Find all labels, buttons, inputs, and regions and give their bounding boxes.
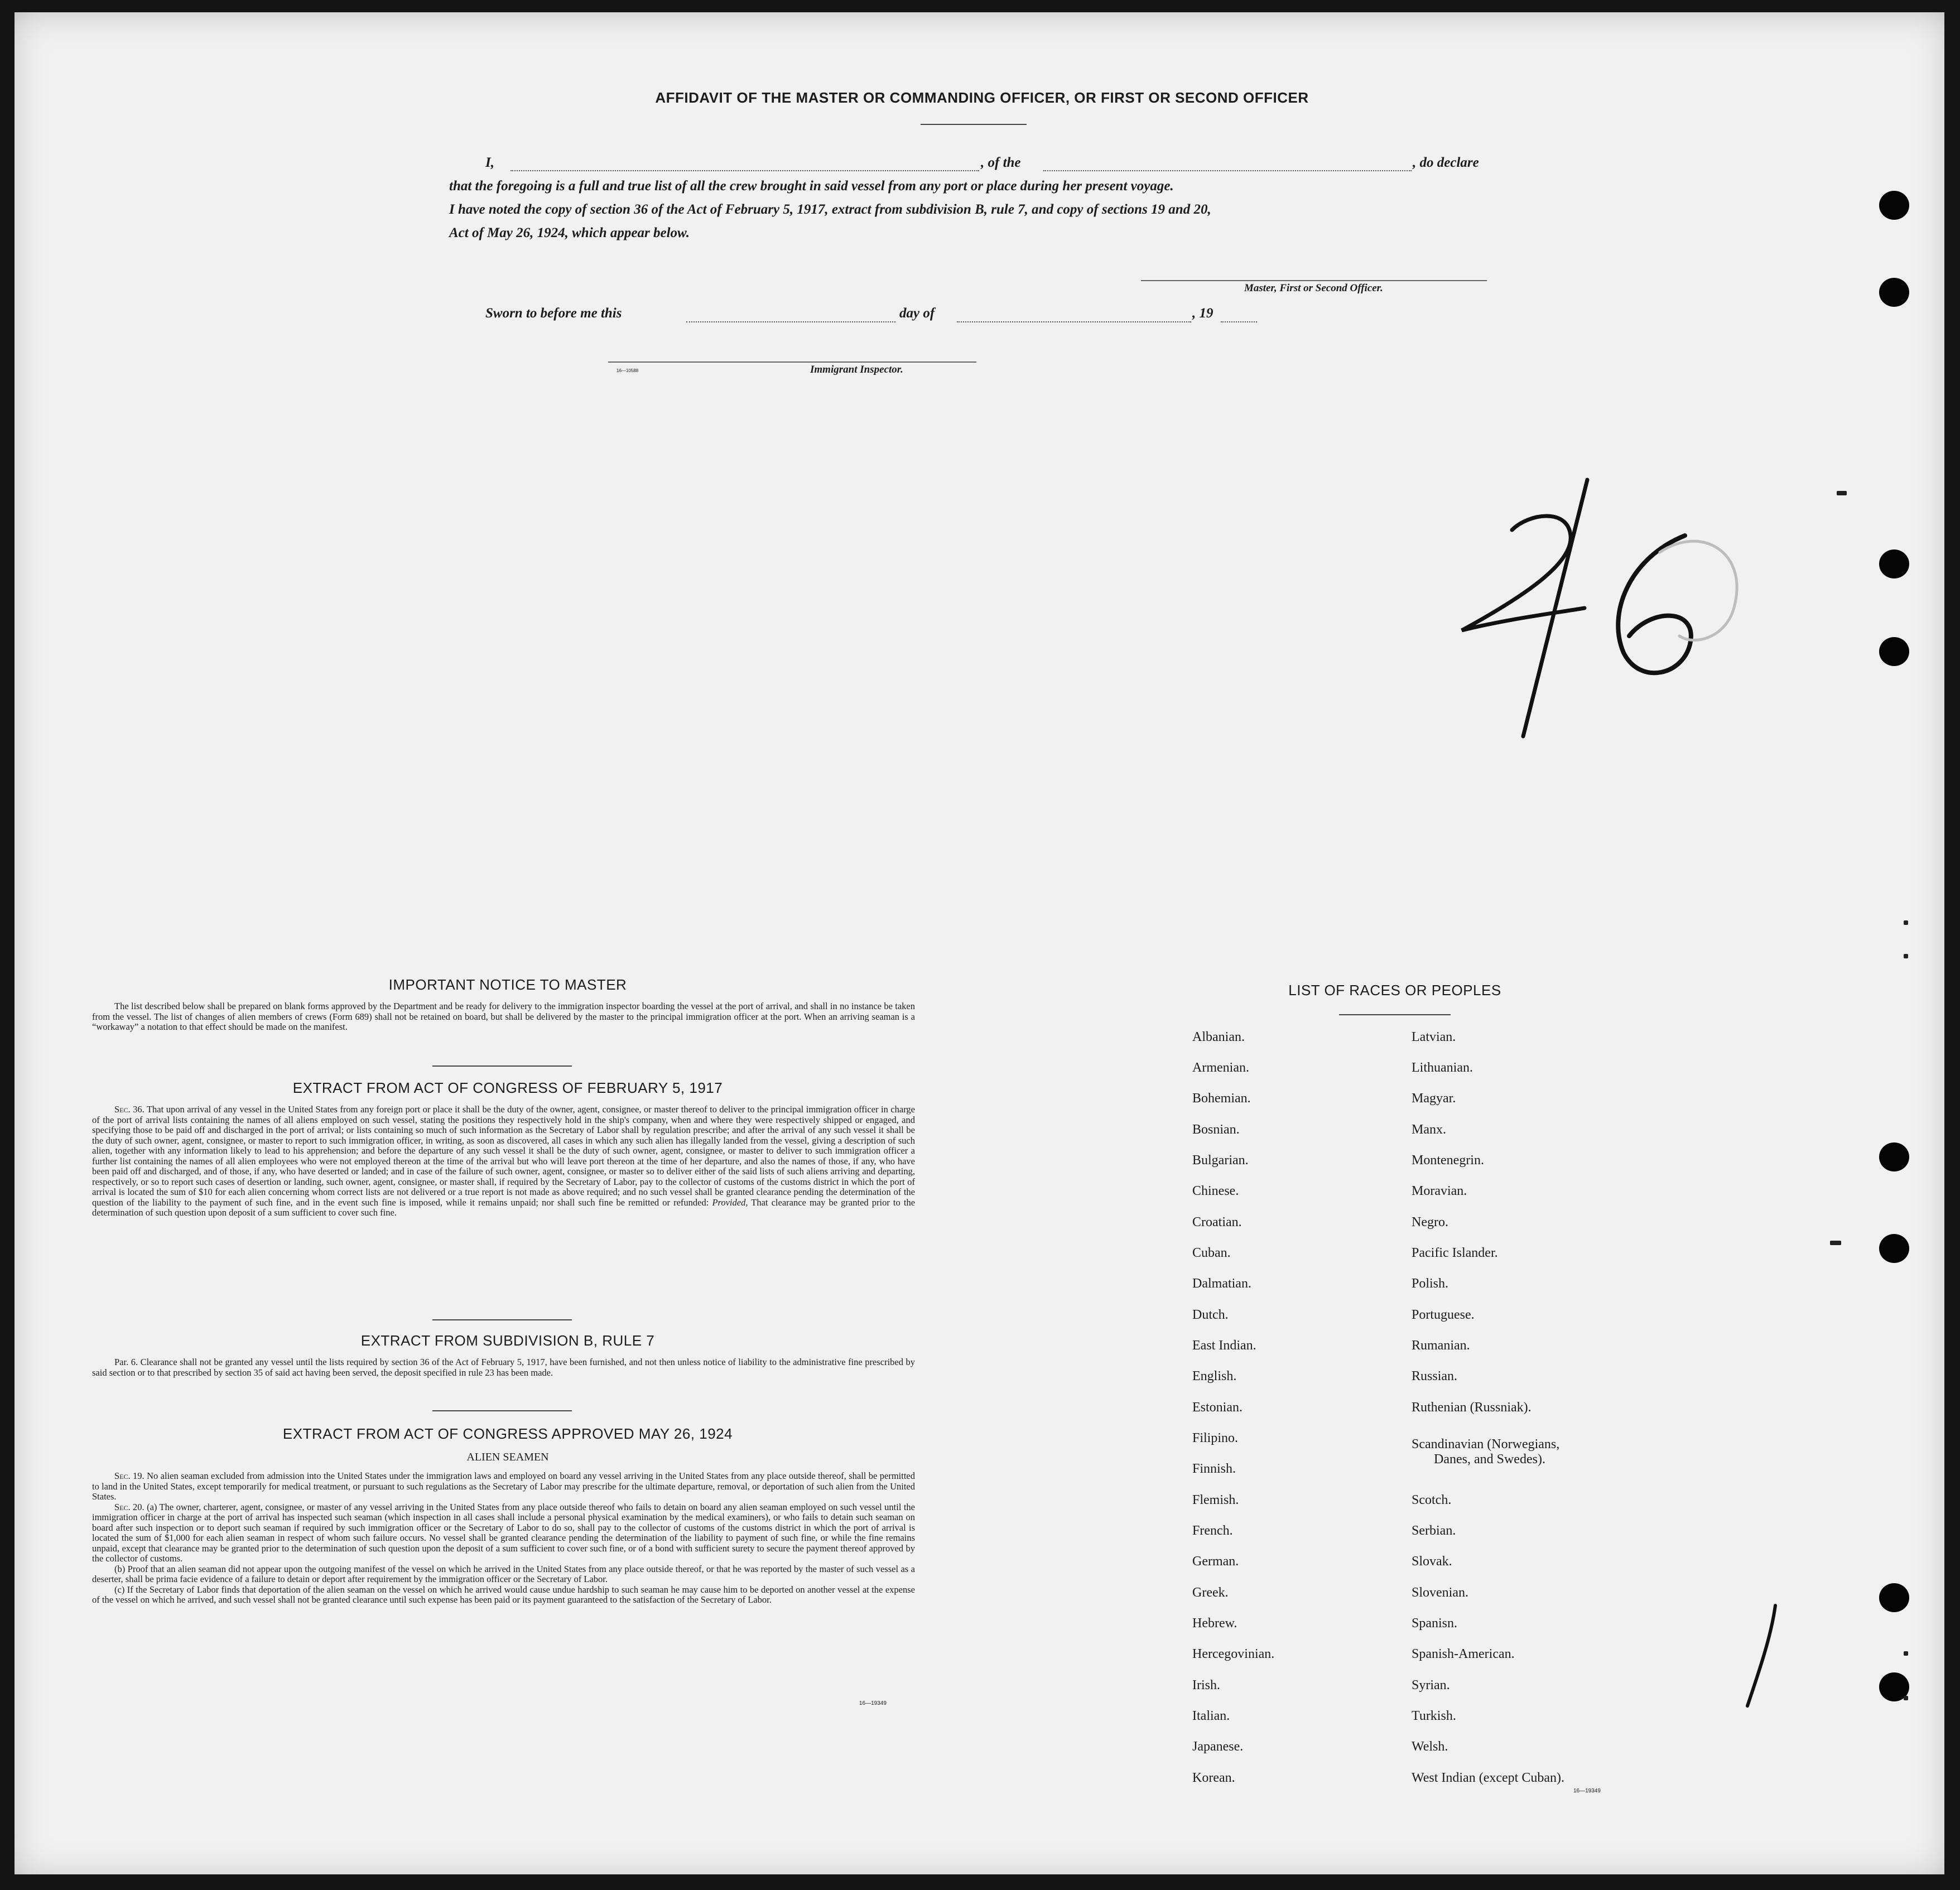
race-item: Italian. bbox=[1192, 1709, 1230, 1723]
affidavit-line-3: I have noted the copy of section 36 of the Act of February 5, 1917, extract from subdivision B, rule 7, and copy of sections 19 and 20, bbox=[449, 202, 1211, 217]
scan-edge-top bbox=[0, 0, 1960, 12]
race-item: Welsh. bbox=[1412, 1739, 1448, 1754]
race-item-continued: Danes, and Swedes). bbox=[1434, 1452, 1545, 1467]
subdivision-b-body bbox=[92, 1357, 915, 1378]
race-item: Cuban. bbox=[1192, 1246, 1231, 1260]
sworn-month-line[interactable] bbox=[957, 321, 1191, 322]
sec-20-label: Sec. 20. bbox=[114, 1501, 145, 1512]
race-item: Bulgarian. bbox=[1192, 1153, 1249, 1168]
race-item: Russian. bbox=[1412, 1369, 1458, 1383]
race-item: Armenian. bbox=[1192, 1060, 1249, 1075]
affidavit-declare-label: , do declare bbox=[1413, 155, 1479, 170]
sworn-day-line[interactable] bbox=[686, 321, 895, 322]
inspector-signature-line[interactable] bbox=[608, 361, 976, 363]
binder-hole bbox=[1879, 1583, 1909, 1612]
race-item: Ruthenian (Russniak). bbox=[1412, 1400, 1532, 1415]
race-item: East Indian. bbox=[1192, 1338, 1256, 1353]
scan-edge-bottom bbox=[0, 1874, 1960, 1890]
race-item: West Indian (except Cuban). bbox=[1412, 1771, 1564, 1785]
affidavit-title: AFFIDAVIT OF THE MASTER OR COMMANDING OFFICER, OR FIRST OR SECOND OFFICER bbox=[655, 89, 1309, 106]
binder-hole bbox=[1879, 549, 1909, 578]
inspector-label: Immigrant Inspector. bbox=[810, 364, 903, 375]
race-item: Scotch. bbox=[1412, 1493, 1452, 1507]
race-item: Slovak. bbox=[1412, 1554, 1452, 1569]
race-item: Slovenian. bbox=[1412, 1585, 1468, 1600]
extract-1917-body bbox=[92, 1105, 915, 1218]
race-item: Turkish. bbox=[1412, 1709, 1456, 1723]
race-item: Bosnian. bbox=[1192, 1122, 1240, 1137]
subdivision-b-title: EXTRACT FROM SUBDIVISION B, RULE 7 bbox=[360, 1332, 655, 1349]
races-title-rule bbox=[1339, 1014, 1451, 1015]
vessel-name-line[interactable] bbox=[1043, 170, 1412, 171]
sec-20c-paragraph: (c) If the Secretary of Labor finds that deportation of the alien seaman on the vessel on which he arrived would cause undue hardship to such seaman he may cause him to be deported on another vessel at the expense of the vessel on which he arrived, and such vessel shall not be granted clearance until such expense has been paid or its payment guaranteed to the satisfaction of the Secretary of Labor. bbox=[92, 1584, 915, 1605]
race-item: Scandinavian (Norwegians, bbox=[1412, 1437, 1560, 1452]
race-item: Flemish. bbox=[1192, 1493, 1239, 1507]
sec-19-label: Sec. 19. bbox=[114, 1470, 145, 1481]
race-item: Estonian. bbox=[1192, 1400, 1243, 1415]
notice-paragraph: The list described below shall be prepared on blank forms approved by the Department and be ready for delivery to the immigration inspector boarding the vessel at the port of arrival, and shall in no instance be taken from the vessel. The list of changes of alien members of crews (Form 689) shall not be retained on board, but shall be delivered by the master to the principal immigration officer at the port. When an arriving seaman is a “workaway” a notation to that effect should be made on the manifest. bbox=[92, 1001, 915, 1032]
race-item: Manx. bbox=[1412, 1122, 1446, 1137]
master-signature-label: Master, First or Second Officer. bbox=[1244, 282, 1383, 294]
binder-mark bbox=[1904, 1651, 1908, 1656]
sec-19-paragraph bbox=[92, 1471, 915, 1502]
binder-hole bbox=[1879, 1142, 1909, 1171]
scan-edge-right bbox=[1944, 0, 1960, 1890]
inspector-form-code: 16—10588 bbox=[617, 368, 639, 373]
binder-mark bbox=[1904, 1696, 1908, 1700]
scan-edge-left bbox=[0, 0, 15, 1890]
race-item: Hebrew. bbox=[1192, 1616, 1237, 1631]
affidavit-i-label: I, bbox=[485, 155, 494, 170]
year-label: , 19 bbox=[1192, 306, 1213, 321]
races-form-code: 16—19349 bbox=[1573, 1788, 1601, 1794]
race-item: Pacific Islander. bbox=[1412, 1246, 1498, 1260]
race-item: Irish. bbox=[1192, 1678, 1220, 1693]
binder-mark bbox=[1830, 1241, 1841, 1245]
race-item: Dutch. bbox=[1192, 1308, 1229, 1322]
sec-36-text: That upon arrival of any vessel in the United States from any foreign port or place it shall be the duty of the owner, agent, consignee, or master thereof to deliver to the principal immigration officer in charge of the port of arrival lists containing the names of all aliens employed on such vessel, stating the positions they respectively hold in the ship's company, when and where they were respectively shipped or engaged, and specifying those to be paid off and discharged in the port of arrival; or lists containing so much of such information as the Secretary of Labor shall by regulation prescribe; and after the arrival of any such vessel it shall be the duty of such owner, agent, consignee, or master to report to such immigration officer, in writing, as soon as discovered, all cases in which any such alien has illegally landed from the vessel, giving a description of such alien, together with any information likely to lead to his apprehension; and before the departure of any such vessel it shall be the duty of such owner, agent, consignee, or master to deliver to such immigration officer a further list containing the names of all alien employees who were not employed thereon at the time of the arrival but who will leave port thereon at the time of her departure, and also the names of those, if any, who have been paid off and discharged, and of those, if any, who have deserted or landed; and in case of the failure of such owner, agent, consignee, or master so to deliver either of the said lists of such aliens arriving and departing, respectively, or so to report such cases of desertion or landing, such owner, agent, consignee, or master shall, if required by the Secretary of Labor, pay to the collector of customs of the customs district in which the port of arrival is located the sum of $10 for each alien concerning whom correct lists are not delivered or a true report is not made as above required; and no such vessel shall be granted clearance pending the determination of the question of the liability to the payment of such fine, and in the event such fine is imposed, while it remains unpaid; nor shall such fine be remitted or refunded: bbox=[92, 1104, 916, 1208]
binder-hole bbox=[1879, 278, 1909, 307]
affidavit-line-4: Act of May 26, 1924, which appear below. bbox=[449, 225, 690, 240]
sec-19-text: No alien seaman excluded from admission into the United States under the immigration laws and employed on board any vessel arriving in the United States from any place outside thereof, shall be permitted to land in the United States, except temporarily for medical treatment, or pursuant to such regulations as the Secretary of Labor may prescribe for the ultimate departure, removal, or deportation of such alien from the United States. bbox=[92, 1470, 915, 1502]
race-item: Montenegrin. bbox=[1412, 1153, 1484, 1168]
race-item: English. bbox=[1192, 1369, 1237, 1383]
race-item: Syrian. bbox=[1412, 1678, 1450, 1693]
race-item: Croatian. bbox=[1192, 1215, 1242, 1230]
handwritten-margin-mark bbox=[1741, 1601, 1785, 1713]
sec-20b-paragraph: (b) Proof that an alien seaman did not appear upon the outgoing manifest of the vessel on which he arrived in the United States from any place outside thereof, or that he was reported by the master of such vessel as a deserter, shall be prima facie evidence of a failure to detain or deport after requirement by the immigration officer or the Secretary of Labor. bbox=[92, 1563, 915, 1584]
subdivision-b-paragraph: Par. 6. Clearance shall not be granted any vessel until the lists required by section 36 of the Act of February 5, 1917, have been furnished, and not then unless notice of liability to the administrative fine prescribed by said section or to that prescribed by section 35 of said act having been served, the deposit specified in rule 23 has been made. bbox=[92, 1357, 915, 1378]
race-item: French. bbox=[1192, 1523, 1233, 1538]
affidavit-title-rule bbox=[921, 124, 1027, 125]
races-title: LIST OF RACES OR PEOPLES bbox=[1288, 982, 1501, 999]
sec-36-text-end: That clearance may be granted prior to the determination of such question upon deposit of a sum sufficient to cover such fine. bbox=[92, 1197, 916, 1218]
race-item: Moravian. bbox=[1412, 1184, 1467, 1198]
race-item: Bohemian. bbox=[1192, 1091, 1251, 1106]
master-signature-line[interactable] bbox=[1141, 280, 1487, 281]
race-item: Korean. bbox=[1192, 1771, 1235, 1785]
race-item: Filipino. bbox=[1192, 1431, 1239, 1445]
provided-word: Provided, bbox=[712, 1197, 748, 1208]
alien-seamen-subtitle: ALIEN SEAMEN bbox=[466, 1451, 549, 1463]
sworn-year-line[interactable] bbox=[1221, 321, 1257, 322]
race-item: German. bbox=[1192, 1554, 1239, 1569]
sec-20a-paragraph bbox=[92, 1502, 915, 1564]
race-item: Portuguese. bbox=[1412, 1308, 1475, 1322]
handwritten-page-number bbox=[1439, 469, 1752, 748]
race-item: Finnish. bbox=[1192, 1462, 1236, 1476]
extract-1924-title: EXTRACT FROM ACT OF CONGRESS APPROVED MAY 26, 1924 bbox=[282, 1425, 733, 1442]
extract-1917-rule bbox=[432, 1319, 572, 1320]
sec-36-label: Sec. 36. bbox=[114, 1104, 145, 1115]
binder-mark bbox=[1837, 491, 1847, 495]
extract-1924-body bbox=[92, 1471, 915, 1605]
extract-1917-title: EXTRACT FROM ACT OF CONGRESS OF FEBRUARY 5, 1917 bbox=[292, 1079, 723, 1096]
affidavit-of-the-label: , of the bbox=[981, 155, 1021, 170]
sworn-label: Sworn to before me this bbox=[485, 306, 622, 321]
race-item: Latvian. bbox=[1412, 1030, 1456, 1044]
binder-hole bbox=[1879, 1234, 1909, 1263]
race-item: Spanish-American. bbox=[1412, 1647, 1515, 1661]
binder-mark bbox=[1904, 920, 1908, 925]
race-item: Dalmatian. bbox=[1192, 1276, 1251, 1291]
subdivision-b-rule bbox=[432, 1410, 572, 1411]
race-item: Chinese. bbox=[1192, 1184, 1239, 1198]
binder-hole bbox=[1879, 637, 1909, 666]
binder-hole bbox=[1879, 191, 1909, 220]
sec-20a-text: (a) The owner, charterer, agent, consignee, or master of any vessel arriving in the United States from any place outside thereof who fails to detain on board any alien seaman employed on such vessel until the immigration officer in charge at the port of arrival has inspected such seaman (which inspection in all cases shall include a personal physical examination by the medical examiners), or who fails to detain such seaman on board after such inspection or to deport such seaman if required by such immigration officer or the Secretary of Labor to do so, shall pay to the collector of customs of the customs district in which the port of arrival is located the sum of $1,000 for each alien seaman in respect of whom such failure occurs. No vessel shall be granted clearance pending the determination of the liability to payment of such fine, or while the fine remains unpaid, except that clearance may be granted prior to the determination of such question upon the deposit of a sum sufficient to cover such fine, or of a bond with sufficient surety to secure the payment thereof approved by the collector of customs. bbox=[92, 1501, 915, 1564]
notice-rule bbox=[432, 1065, 572, 1067]
race-item: Hercegovinian. bbox=[1192, 1647, 1275, 1661]
race-item: Greek. bbox=[1192, 1585, 1229, 1600]
notice-body bbox=[92, 1001, 915, 1033]
race-item: Spanisn. bbox=[1412, 1616, 1458, 1631]
extract-1917-paragraph bbox=[92, 1105, 915, 1218]
notice-title: IMPORTANT NOTICE TO MASTER bbox=[388, 976, 627, 993]
race-item: Magyar. bbox=[1412, 1091, 1456, 1106]
race-item: Negro. bbox=[1412, 1215, 1448, 1230]
day-of-label: day of bbox=[899, 306, 935, 321]
affidavit-line-2: that the foregoing is a full and true list of all the crew brought in said vessel from any port or place during her present voyage. bbox=[449, 179, 1174, 194]
race-item: Lithuanian. bbox=[1412, 1060, 1473, 1075]
race-item: Polish. bbox=[1412, 1276, 1449, 1291]
race-item: Albanian. bbox=[1192, 1030, 1245, 1044]
race-item: Serbian. bbox=[1412, 1523, 1456, 1538]
binder-mark bbox=[1904, 954, 1908, 958]
extract-form-code: 16—19349 bbox=[859, 1700, 887, 1706]
race-item: Japanese. bbox=[1192, 1739, 1244, 1754]
race-item: Rumanian. bbox=[1412, 1338, 1470, 1353]
affiant-name-line[interactable] bbox=[511, 170, 979, 171]
